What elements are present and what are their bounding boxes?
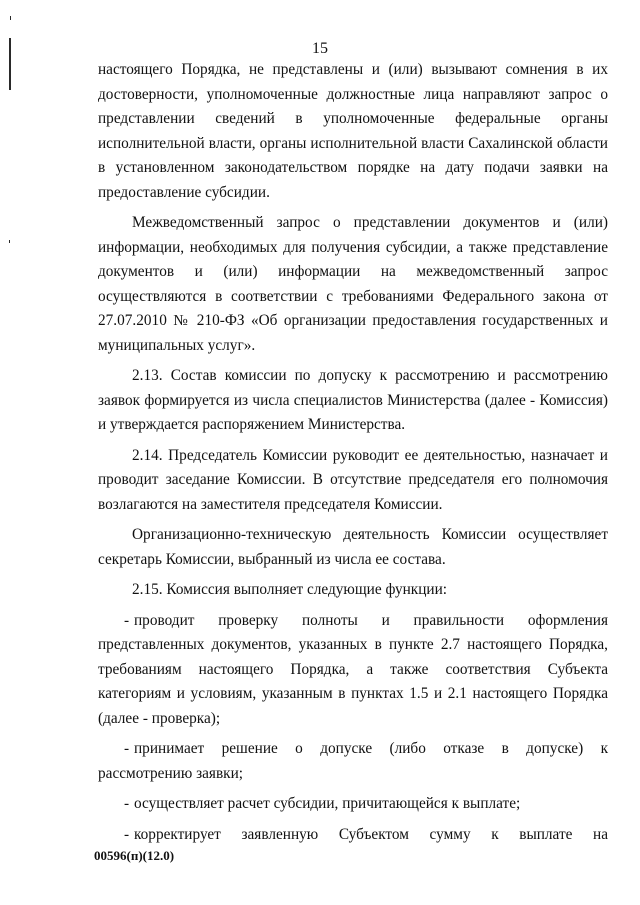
binding-mark [10, 16, 11, 20]
text-line: настоящего Порядка, не представлены и (или) вызывают сомнения в их [98, 61, 608, 78]
text-line: возлагаются на заместителя председателя Комиссии. [98, 495, 443, 513]
text-line: осуществляются в соответствии с требованиями Федерального закона от [98, 287, 608, 305]
text-line: 2.14. Председатель Комиссии руководит ее деятельностью, назначает и [132, 446, 608, 464]
text-line: представленных документов, указанных в пункте 2.7 настоящего Порядка, [98, 636, 608, 653]
document-body [98, 58, 608, 847]
text-line: проводит проверку полноты и правильности оформления [134, 611, 608, 629]
text-line: документов и (или) информации на межведомственный запрос [98, 263, 608, 280]
text-line: (далее - проверка); [98, 709, 221, 727]
text-line: принимает решение о допуске (либо отказе в допуске) к [134, 740, 608, 757]
list-item [98, 792, 608, 817]
text-line: предоставление субсидии. [98, 183, 270, 201]
page-number: 15 [312, 40, 328, 57]
list-dash: - [124, 740, 130, 757]
text-line: рассмотрению заявки; [98, 764, 244, 782]
text-line: муниципальных услуг». [98, 336, 256, 354]
text-line: 2.15. Комиссия выполняет следующие функции: [132, 581, 448, 598]
text-line: Межведомственный запрос о представлении документов и (или) [132, 214, 608, 231]
text-line: информации, необходимых для получения субсидии, а также представление [98, 238, 608, 256]
text-line: категориям и условиям, указанным в пунктах 1.5 и 2.1 настоящего Порядка [98, 685, 608, 702]
document-code: 00596(п)(12.0) [94, 848, 175, 863]
text-line: требованиям настоящего Порядка, а также соответствия Субъекта [98, 660, 608, 678]
text-line: корректирует заявленную Субъектом сумму к выплате на [134, 825, 608, 843]
text-line: исполнительной власти, органы исполнительной власти Сахалинской области [98, 134, 608, 152]
list-dash: - [124, 825, 130, 843]
text-line: 27.07.2010 № 210-ФЗ «Об организации предоставления государственных и [98, 312, 608, 329]
list-item [98, 609, 608, 634]
text-line: в установленном законодательством порядке на дату подачи заявки на [98, 159, 608, 176]
binding-mark [9, 240, 10, 243]
text-line: заявок формируется из числа специалистов Министерства (далее - Комиссия) [98, 391, 608, 409]
text-line: осуществляет расчет субсидии, причитающейся к выплате; [134, 795, 521, 812]
list-item [98, 737, 608, 762]
text-line: 2.13. Состав комиссии по допуску к рассмотрению и рассмотрению [132, 367, 608, 384]
list-item [98, 823, 608, 848]
text-line: Организационно-техническую деятельность Комиссии осуществляет [132, 526, 608, 543]
list-dash: - [124, 611, 130, 629]
text-line: и утверждается распоряжением Министерства. [98, 416, 406, 433]
list-dash: - [124, 795, 130, 812]
text-line: достоверности, уполномоченные должностные лица направляют запрос о [98, 85, 608, 103]
text-line: представлении сведений в уполномоченные федеральные органы [98, 110, 608, 127]
text-line: секретарь Комиссии, выбранный из числа ее состава. [98, 550, 446, 568]
text-line: проводит заседание Комиссии. В отсутствие председателя его полномочия [98, 471, 608, 488]
